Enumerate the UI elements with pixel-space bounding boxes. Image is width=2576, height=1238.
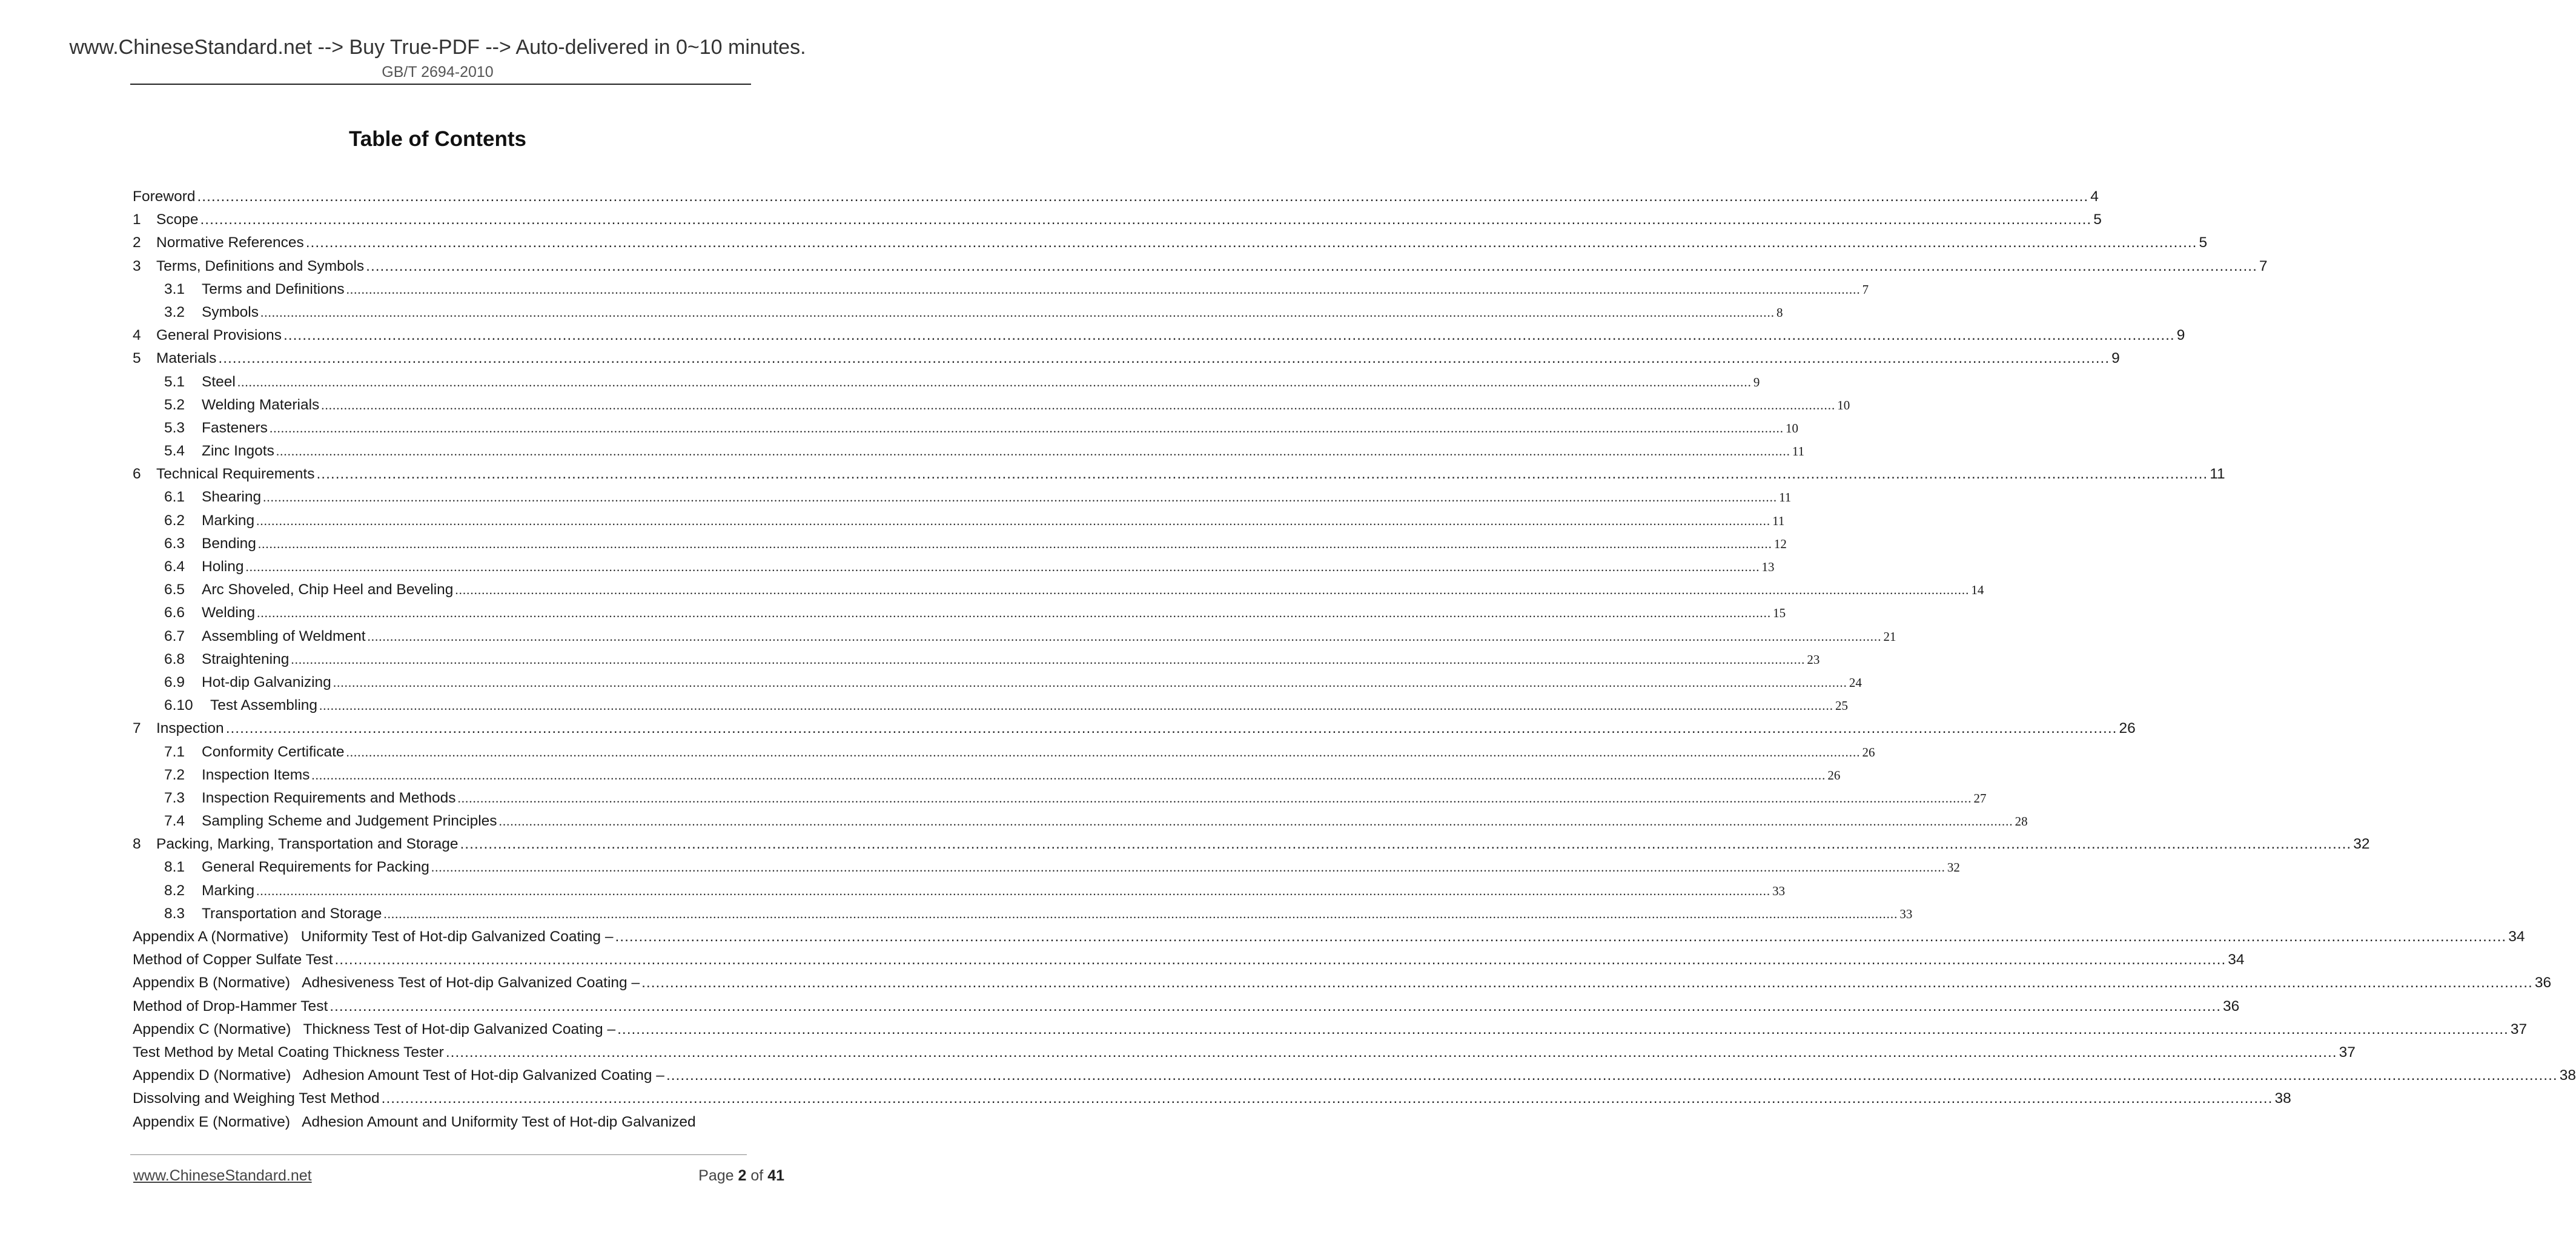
toc-entry-page: 32 [2353,836,2370,853]
toc-entry-number: 6.3 [164,535,185,552]
toc-entry-label: Inspection Requirements and Methods [202,789,456,806]
toc-entry-page: 24 [1849,675,1862,690]
toc-dot-leader: ................................................................................................................................................................................................................................................................................................................................................................................................................ [311,767,1826,783]
toc-entry-page: 5 [2199,234,2208,251]
toc-dot-leader: ................................................................................................................................................................................................................................................................................................................................................................................................................ [641,975,2533,991]
toc-entry[interactable] [133,925,2525,948]
toc-dot-leader: ................................................................................................................................................................................................................................................................................................................................................................................................................ [263,490,1778,505]
toc-entry-page: 15 [1773,606,1786,621]
of-word: of [750,1167,764,1184]
toc-entry-page: 9 [2111,350,2120,367]
toc-entry-page: 9 [1753,374,1760,389]
toc-entry[interactable] [133,879,1786,902]
toc-entry-number: 7.4 [164,813,185,830]
toc-entry[interactable] [133,1041,2356,1064]
toc-entry-label: Test Method by Metal Coating Thickness Tester [133,1044,444,1061]
header-banner: www.ChineseStandard.net --> Buy True-PDF --> Auto-delivered in 0~10 minutes. [69,36,806,59]
toc-entry-label: Straightening [202,650,290,667]
toc-entry[interactable] [133,648,1820,671]
toc-entry[interactable] [133,394,1850,417]
toc-entry-page: 13 [1761,560,1775,574]
page-title: Table of Contents [349,127,526,151]
toc-entry[interactable] [133,555,1775,578]
toc-dot-leader: ................................................................................................................................................................................................................................................................................................................................................................................................................ [457,790,1972,806]
toc-dot-leader: ................................................................................................................................................................................................................................................................................................................................................................................................................ [321,397,1836,412]
total-pages: 41 [767,1167,784,1184]
table-of-contents [133,185,2576,1134]
toc-entry[interactable] [133,787,1987,810]
toc-entry-number: 6.10 [164,697,193,714]
toc-entry-number: 4 [133,327,141,344]
toc-entry[interactable] [133,255,2268,278]
toc-entry-number: 7.1 [164,743,185,760]
toc-dot-leader: ................................................................................................................................................................................................................................................................................................................................................................................................................ [319,698,1834,713]
toc-entry[interactable] [133,463,2225,486]
toc-entry-page: 38 [2559,1067,2576,1084]
toc-entry-number: 3.1 [164,280,185,297]
toc-entry-page: 33 [1772,883,1786,898]
toc-entry-number: 3.2 [164,303,185,320]
toc-entry[interactable] [133,902,1913,925]
toc-entry-label: Welding [202,604,256,621]
toc-dot-leader: ................................................................................................................................................................................................................................................................................................................................................................................................................ [316,466,2208,483]
toc-entry-label: Sampling Scheme and Judgement Principles [202,813,497,830]
toc-entry[interactable] [133,972,2552,995]
toc-entry-label: Symbols [202,303,259,320]
toc-entry[interactable] [133,671,1862,694]
toc-entry[interactable] [133,694,1849,717]
toc-entry-label: General Provisions [156,327,282,344]
toc-entry[interactable] [133,1111,748,1134]
toc-entry-page: 36 [2223,998,2240,1015]
toc-entry-page: 5 [2093,211,2102,228]
toc-dot-leader: ................................................................................................................................................................................................................................................................................................................................................................................................................ [666,1067,2558,1084]
toc-dot-leader: ................................................................................................................................................................................................................................................................................................................................................................................................................ [445,1044,2337,1061]
toc-entry-number: 5.3 [164,419,185,436]
toc-entry[interactable] [133,1064,2576,1087]
toc-entry-number: 7.3 [164,789,185,806]
toc-entry-page: 12 [1773,536,1787,551]
toc-dot-leader: ................................................................................................................................................................................................................................................................................................................................................................................................................ [334,952,2227,968]
toc-entry-number: 5.4 [164,443,185,460]
toc-entry[interactable] [133,208,2102,231]
toc-entry-label: Bending [202,535,256,552]
toc-entry[interactable] [133,578,1984,601]
toc-dot-leader: ................................................................................................................................................................................................................................................................................................................................................................................................................ [498,814,2013,829]
toc-dot-leader: ................................................................................................................................................................................................................................................................................................................................................................................................................ [381,1090,2273,1107]
toc-entry[interactable] [133,301,1783,324]
toc-entry-number: 6.8 [164,650,185,667]
toc-dot-leader: ................................................................................................................................................................................................................................................................................................................................................................................................................ [455,583,1970,598]
header-divider [130,84,751,85]
toc-entry[interactable] [133,324,2185,347]
toc-dot-leader: ................................................................................................................................................................................................................................................................................................................................................................................................................ [460,836,2352,853]
toc-dot-leader: ................................................................................................................................................................................................................................................................................................................................................................................................................ [431,860,1945,875]
toc-entry-label: Appendix B (Normative) Adhesiveness Test of Hot-dip Galvanized Coating – [133,975,640,991]
toc-entry[interactable] [133,509,1785,532]
toc-entry-number: 8.3 [164,905,185,922]
toc-entry-number: 3 [133,257,141,274]
toc-entry-page: 38 [2274,1090,2291,1107]
toc-entry-page: 8 [1776,305,1783,320]
toc-entry-number: 1 [133,211,141,228]
toc-dot-leader: ................................................................................................................................................................................................................................................................................................................................................................................................................ [617,1021,2509,1038]
toc-entry-page: 27 [1973,790,1987,806]
toc-entry-page: 36 [2534,975,2552,991]
toc-entry-page: 14 [1971,583,1984,598]
page-word: Page [698,1167,734,1184]
toc-entry[interactable] [133,995,2240,1018]
toc-dot-leader: ................................................................................................................................................................................................................................................................................................................................................................................................................ [615,928,2507,945]
toc-entry-page: 11 [1779,490,1792,505]
toc-dot-leader: ................................................................................................................................................................................................................................................................................................................................................................................................................ [367,629,1882,644]
toc-entry[interactable] [133,764,1841,787]
toc-dot-leader: ................................................................................................................................................................................................................................................................................................................................................................................................................ [260,305,1775,320]
toc-entry-number: 6.7 [164,627,185,644]
toc-entry-page: 11 [1772,513,1785,528]
toc-entry-label: Appendix E (Normative) Adhesion Amount and Uniformity Test of Hot-dip Galvanized [133,1113,696,1130]
toc-entry-page: 25 [1835,698,1849,713]
toc-entry-label: Inspection Items [202,766,310,783]
toc-entry-number: 8.1 [164,859,185,876]
toc-entry[interactable] [133,1018,2528,1041]
toc-entry-label: Scope [156,211,199,228]
toc-entry[interactable] [133,833,2370,856]
document-code: GB/T 2694-2010 [382,64,494,81]
toc-entry-page: 26 [1827,767,1841,783]
toc-entry-page: 4 [2090,188,2099,205]
toc-entry-number: 6 [133,466,141,483]
toc-entry-page: 34 [2228,952,2245,968]
toc-entry-label: Appendix A (Normative) Uniformity Test of Hot-dip Galvanized Coating – [133,928,614,945]
toc-dot-leader: ................................................................................................................................................................................................................................................................................................................................................................................................................ [256,513,1771,528]
toc-entry-label: Steel [202,373,236,390]
toc-entry-page: 37 [2510,1021,2528,1038]
toc-dot-leader: ................................................................................................................................................................................................................................................................................................................................................................................................................ [333,675,1847,690]
toc-entry-number: 7.2 [164,766,185,783]
toc-dot-leader: ................................................................................................................................................................................................................................................................................................................................................................................................................ [200,211,2092,228]
toc-entry-page: 23 [1807,652,1820,667]
toc-entry-label: Appendix D (Normative) Adhesion Amount Test of Hot-dip Galvanized Coating – [133,1067,664,1084]
toc-entry-page: 37 [2339,1044,2356,1061]
toc-entry[interactable] [133,371,1760,394]
toc-entry-label: Arc Shoveled, Chip Heel and Beveling [202,581,454,598]
toc-entry-page: 28 [2015,814,2028,829]
toc-entry-label: Marking [202,882,255,899]
toc-dot-leader: ................................................................................................................................................................................................................................................................................................................................................................................................................ [291,652,1806,667]
toc-entry-label: Appendix C (Normative) Thickness Test of Hot-dip Galvanized Coating – [133,1021,616,1038]
toc-entry-label: Foreword [133,188,196,205]
toc-entry-label: Dissolving and Weighing Test Method [133,1090,380,1107]
toc-entry-label: General Requirements for Packing [202,859,429,876]
toc-entry[interactable] [133,1087,2291,1110]
toc-entry-label: Materials [156,350,217,367]
toc-entry-number: 6.9 [164,674,185,690]
toc-entry[interactable] [133,486,1792,509]
toc-entry[interactable] [133,417,1798,440]
toc-entry-number: 6.1 [164,489,185,506]
toc-entry-number: 8 [133,836,141,853]
toc-entry[interactable] [133,810,2028,833]
toc-entry-number: 5.2 [164,396,185,413]
toc-entry-label: Inspection [156,720,224,737]
toc-dot-leader: ................................................................................................................................................................................................................................................................................................................................................................................................................ [256,883,1771,898]
toc-entry[interactable] [133,601,1786,624]
toc-entry-page: 10 [1785,420,1798,435]
toc-entry-label: Normative References [156,234,304,251]
toc-entry[interactable] [133,948,2245,972]
toc-entry-number: 8.2 [164,882,185,899]
toc-entry-number: 6.6 [164,604,185,621]
toc-entry[interactable] [133,440,1805,463]
toc-dot-leader: ................................................................................................................................................................................................................................................................................................................................................................................................................ [257,606,1772,621]
toc-entry-page: 26 [1862,744,1875,760]
toc-entry-label: Method of Drop-Hammer Test [133,998,328,1015]
toc-entry[interactable] [133,185,2099,208]
toc-entry-page: 21 [1883,629,1896,644]
toc-entry-page: 10 [1837,397,1850,412]
toc-dot-leader: ................................................................................................................................................................................................................................................................................................................................................................................................................ [245,560,1760,574]
toc-entry-number: 5.1 [164,373,185,390]
toc-entry-label: Test Assembling [210,697,318,714]
toc-entry-label: Technical Requirements [156,466,315,483]
toc-entry[interactable] [133,856,1960,879]
toc-dot-leader: ................................................................................................................................................................................................................................................................................................................................................................................................................ [366,257,2257,274]
toc-entry-label: Zinc Ingots [202,443,274,460]
toc-entry-page: 33 [1899,906,1913,921]
toc-dot-leader: ................................................................................................................................................................................................................................................................................................................................................................................................................ [257,536,1772,551]
toc-entry-label: Welding Materials [202,396,320,413]
footer-divider [130,1154,747,1155]
toc-entry-label: Conformity Certificate [202,743,345,760]
toc-dot-leader: ................................................................................................................................................................................................................................................................................................................................................................................................................ [329,998,2222,1015]
toc-entry-number: 6.5 [164,581,185,598]
toc-entry[interactable] [133,625,1896,648]
toc-dot-leader: ................................................................................................................................................................................................................................................................................................................................................................................................................ [346,282,1861,297]
toc-entry-number: 5 [133,350,141,367]
toc-dot-leader: ................................................................................................................................................................................................................................................................................................................................................................................................................ [276,444,1790,459]
toc-entry-label: Assembling of Weldment [202,627,366,644]
toc-entry-label: Fasteners [202,419,268,436]
toc-entry-label: Marking [202,512,255,529]
toc-dot-leader: ................................................................................................................................................................................................................................................................................................................................................................................................................ [218,350,2110,367]
toc-entry[interactable] [133,717,2136,740]
toc-dot-leader: ................................................................................................................................................................................................................................................................................................................................................................................................................ [283,327,2175,344]
toc-dot-leader: ................................................................................................................................................................................................................................................................................................................................................................................................................ [197,188,2089,205]
toc-entry-page: 34 [2508,928,2525,945]
toc-dot-leader: ................................................................................................................................................................................................................................................................................................................................................................................................................ [225,720,2117,737]
toc-entry-label: Packing, Marking, Transportation and Storage [156,836,459,853]
toc-entry[interactable] [133,741,1875,764]
toc-entry-page: 7 [1862,282,1869,297]
toc-entry-page: 11 [2210,466,2225,483]
toc-entry-label: Transportation and Storage [202,905,382,922]
page-indicator [698,1167,784,1185]
toc-entry-page: 32 [1947,860,1960,875]
current-page: 2 [738,1167,747,1184]
toc-dot-leader: ................................................................................................................................................................................................................................................................................................................................................................................................................ [383,906,1898,921]
toc-entry-label: Holing [202,558,244,575]
toc-dot-leader: ................................................................................................................................................................................................................................................................................................................................................................................................................ [305,234,2197,251]
toc-entry-page: 11 [1792,444,1805,459]
footer-site-link[interactable]: www.ChineseStandard.net [133,1167,312,1184]
toc-entry[interactable] [133,278,1869,301]
toc-entry-number: 6.4 [164,558,185,575]
toc-entry-page: 7 [2259,257,2268,274]
toc-dot-leader: ................................................................................................................................................................................................................................................................................................................................................................................................................ [269,420,1784,435]
toc-entry-label: Terms, Definitions and Symbols [156,257,365,274]
toc-entry-label: Hot-dip Galvanizing [202,674,331,690]
toc-entry[interactable] [133,347,2120,370]
toc-entry-label: Shearing [202,489,262,506]
toc-entry-number: 7 [133,720,141,737]
toc-entry-page: 26 [2119,720,2136,737]
toc-dot-leader: ................................................................................................................................................................................................................................................................................................................................................................................................................ [346,744,1861,760]
toc-entry[interactable] [133,532,1787,555]
toc-entry-label: Method of Copper Sulfate Test [133,952,333,968]
toc-entry[interactable] [133,231,2208,254]
toc-entry-page: 9 [2176,327,2185,344]
toc-entry-number: 2 [133,234,141,251]
toc-entry-number: 6.2 [164,512,185,529]
toc-dot-leader: ................................................................................................................................................................................................................................................................................................................................................................................................................ [237,374,1752,389]
toc-entry-label: Terms and Definitions [202,280,345,297]
